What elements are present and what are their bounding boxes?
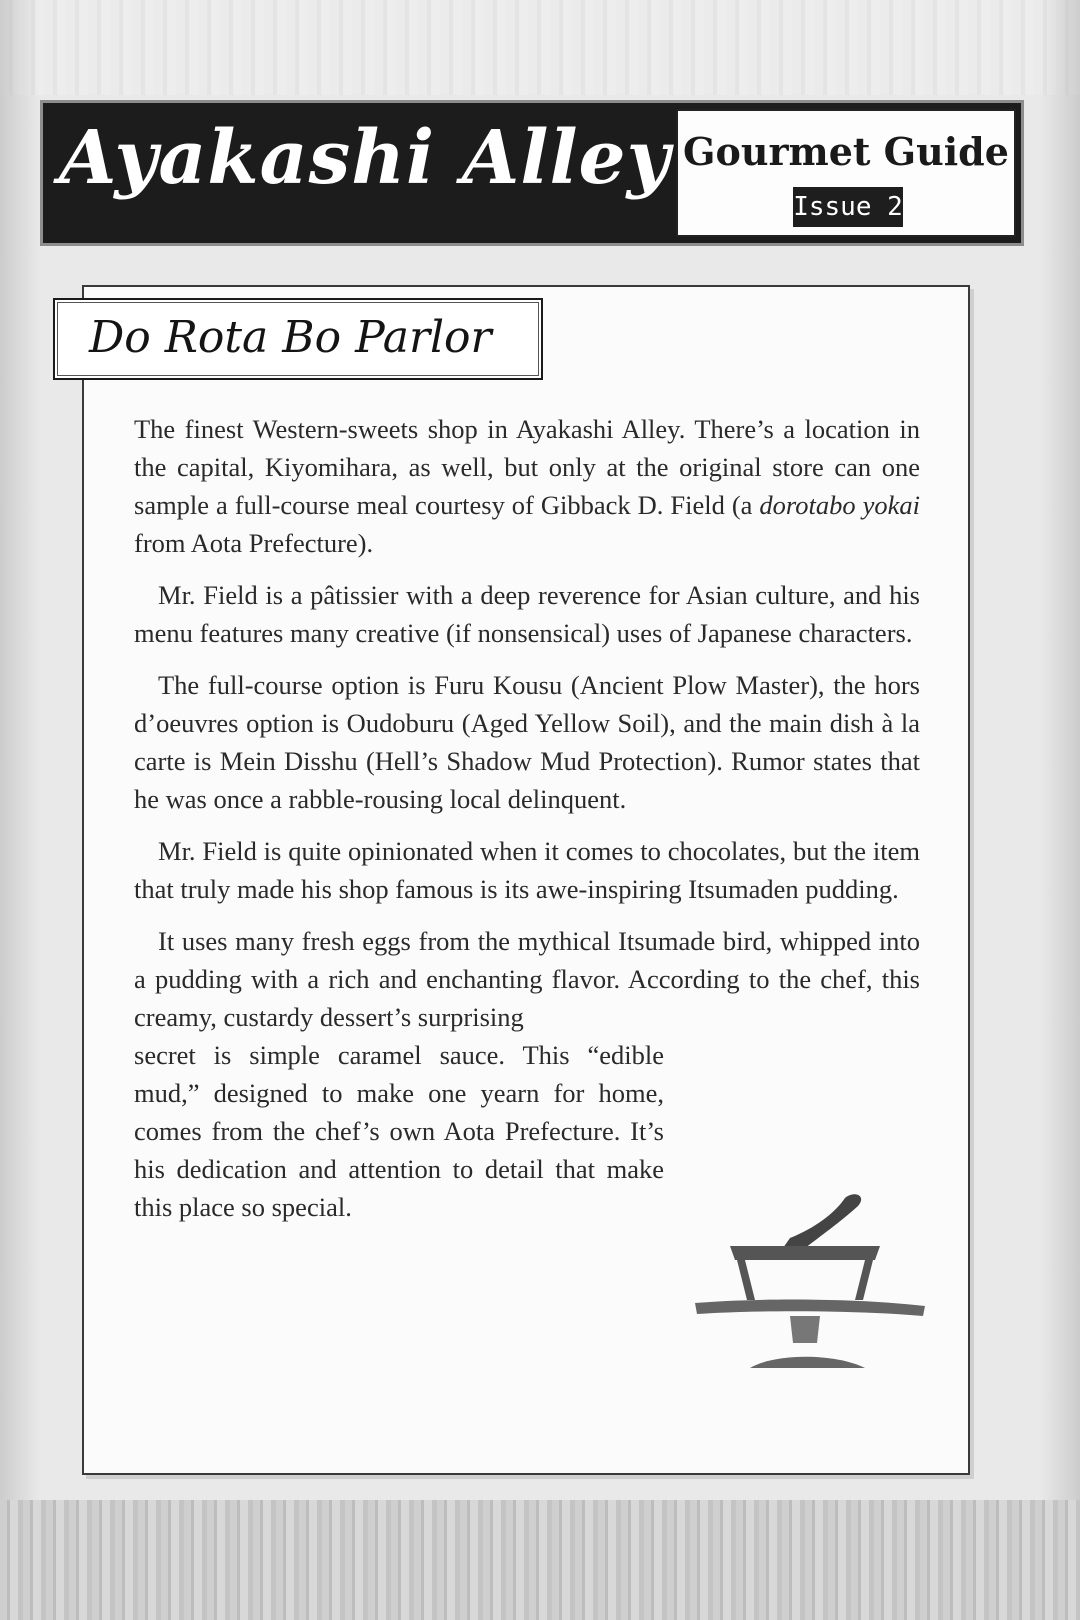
grunge-texture-top <box>0 0 1080 95</box>
paragraph-5-continued: secret is simple caramel sauce. This “edible mud,” designed to make one yearn for home, comes from the chef’s own Aota Prefecture. It’s his dedication and attention to detail that make this place so special. <box>134 1040 664 1222</box>
paragraph-1 <box>134 410 920 562</box>
paragraph-1-text: The finest Western-sweets shop in Ayakashi Alley. There’s a location in the capital, Kiyomihara, as well, but only at the original store can one sample a full-course meal courtesy of Gibback D. Field (a <box>134 414 920 520</box>
grunge-texture-left <box>0 0 40 1620</box>
grunge-texture-bottom <box>0 1500 1080 1620</box>
paragraph-4: Mr. Field is quite opinionated when it comes to chocolates, but the item that truly made his shop famous is its awe-inspiring Itsumaden pudding. <box>134 836 920 904</box>
guide-header <box>40 100 1024 246</box>
paragraph-5: It uses many fresh eggs from the mythical Itsumade bird, whipped into a pudding with a rich and enchanting flavor. According to the chef, this creamy, custardy dessert’s surprising <box>134 926 920 1032</box>
header-subtitle: Gourmet Guide <box>683 129 1009 174</box>
issue-badge: Issue 2 <box>793 187 903 227</box>
paragraph-3: The full-course option is Furu Kousu (Ancient Plow Master), the hors d’oeuvres option is Oudoburu (Aged Yellow Soil), and the main dish à la carte is Mein Disshu (Hell’s Shadow Mud Protection). Rumor states that he was once a rabble-rousing local delinquent. <box>134 670 920 814</box>
paragraph-2: Mr. Field is a pâtissier with a deep reverence for Asian culture, and his menu features many creative (if nonsensical) uses of Japanese characters. <box>134 580 920 648</box>
section-title: Do Rota Bo Parlor <box>89 312 492 363</box>
section-title-box <box>53 298 543 380</box>
pudding-illustration-icon <box>695 1188 925 1413</box>
header-title: Ayakashi Alley <box>59 115 671 201</box>
article-body <box>134 410 920 1240</box>
grunge-texture-right <box>1040 0 1080 1620</box>
paragraph-1-italic: dorotabo yokai <box>759 490 920 520</box>
paragraph-1-tail: from Aota Prefecture). <box>134 528 374 558</box>
header-subtitle-box <box>676 109 1016 237</box>
